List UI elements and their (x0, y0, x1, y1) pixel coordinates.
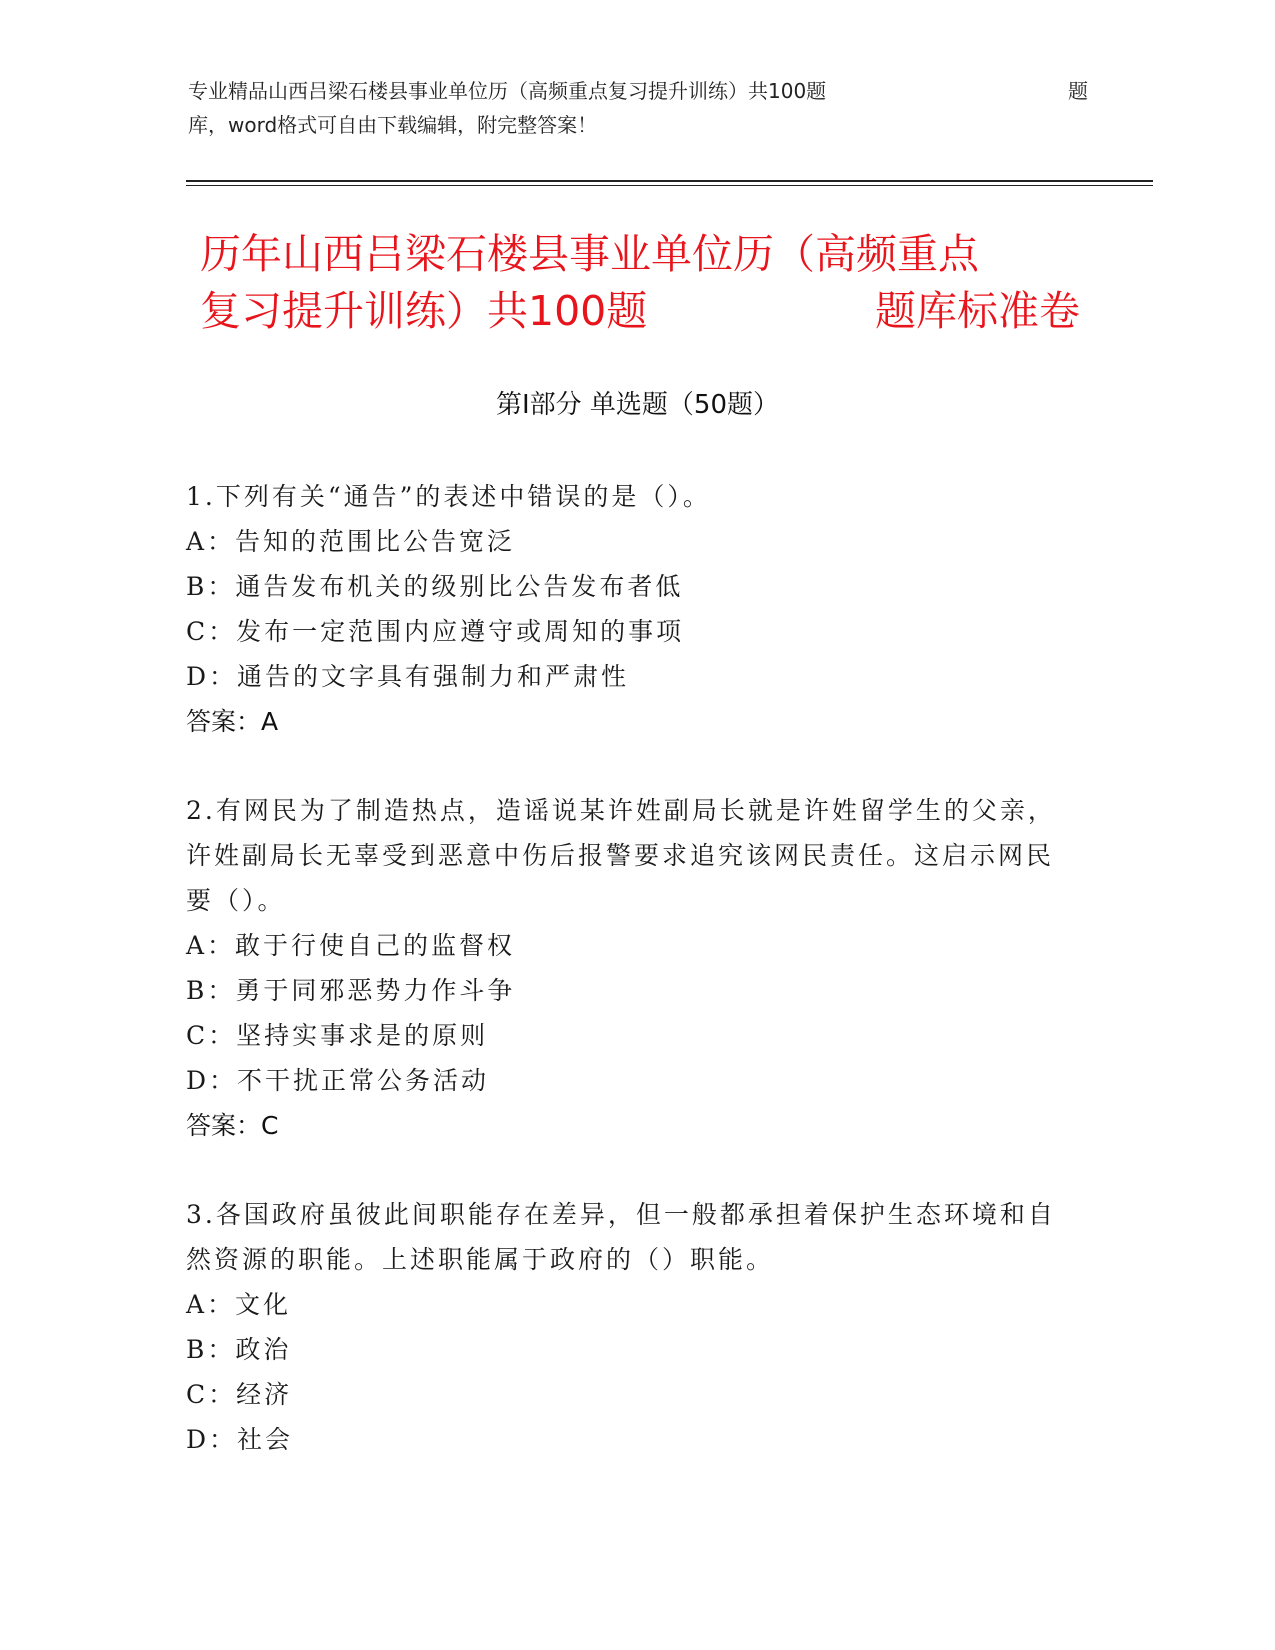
option-d: D：不干扰正常公务活动 (186, 1066, 490, 1095)
option-c: C：发布一定范围内应遵守或周知的事项 (186, 617, 685, 646)
question-1 (186, 474, 1066, 744)
header-divider-thin (186, 185, 1153, 186)
document-title-line-2 (200, 283, 1080, 340)
question-stem: 2.有网民为了制造热点，造谣说某许姓副局长就是许姓留学生的父亲，许姓副局长无辜受到恶意中伤后报警要求追究该网民责任。这启示网民要（）。 (186, 796, 1056, 915)
answer-line: 答案：C (186, 1111, 279, 1140)
option-d: D：通告的文字具有强制力和严肃性 (186, 662, 630, 691)
header-line-1 (188, 74, 1088, 108)
section-heading: 第Ⅰ部分 单选题（50题） (495, 390, 780, 420)
option-c: C：坚持实事求是的原则 (186, 1021, 489, 1050)
header-divider-thick (186, 180, 1153, 182)
option-d: D：社会 (186, 1425, 294, 1454)
document-title-line-2-left: 复习提升训练）共100题 (200, 287, 648, 335)
document-title-line-1: 历年山西吕梁石楼县事业单位历（高频重点 (200, 230, 979, 278)
question-stem: 3.各国政府虽彼此间职能存在差异，但一般都承担着保护生态环境和自然资源的职能。上述职能属于政府的（）职能。 (186, 1200, 1056, 1274)
option-a: A：文化 (186, 1290, 292, 1319)
question-3 (186, 1192, 1066, 1462)
document-title-line-2-right: 题库标准卷 (875, 287, 1080, 335)
option-b: B：通告发布机关的级别比公告发布者低 (186, 572, 684, 601)
option-b: B：勇于同邪恶势力作斗争 (186, 976, 516, 1005)
header-note (188, 74, 1088, 142)
option-a: A：敢于行使自己的监督权 (186, 931, 516, 960)
header-line-1-right: 题 (1068, 79, 1088, 103)
header-line-2: 库，word格式可自由下载编辑，附完整答案！ (188, 113, 598, 137)
question-list (186, 474, 1066, 1506)
answer-line: 答案：A (186, 707, 279, 736)
option-c: C：经济 (186, 1380, 293, 1409)
question-2 (186, 788, 1066, 1148)
option-b: B：政治 (186, 1335, 292, 1364)
option-a: A：告知的范围比公告宽泛 (186, 527, 516, 556)
header-line-1-left: 专业精品山西吕梁石楼县事业单位历（高频重点复习提升训练）共100题 (188, 79, 827, 103)
question-stem: 1.下列有关“通告”的表述中错误的是（）。 (186, 482, 711, 511)
document-title (200, 226, 1080, 340)
